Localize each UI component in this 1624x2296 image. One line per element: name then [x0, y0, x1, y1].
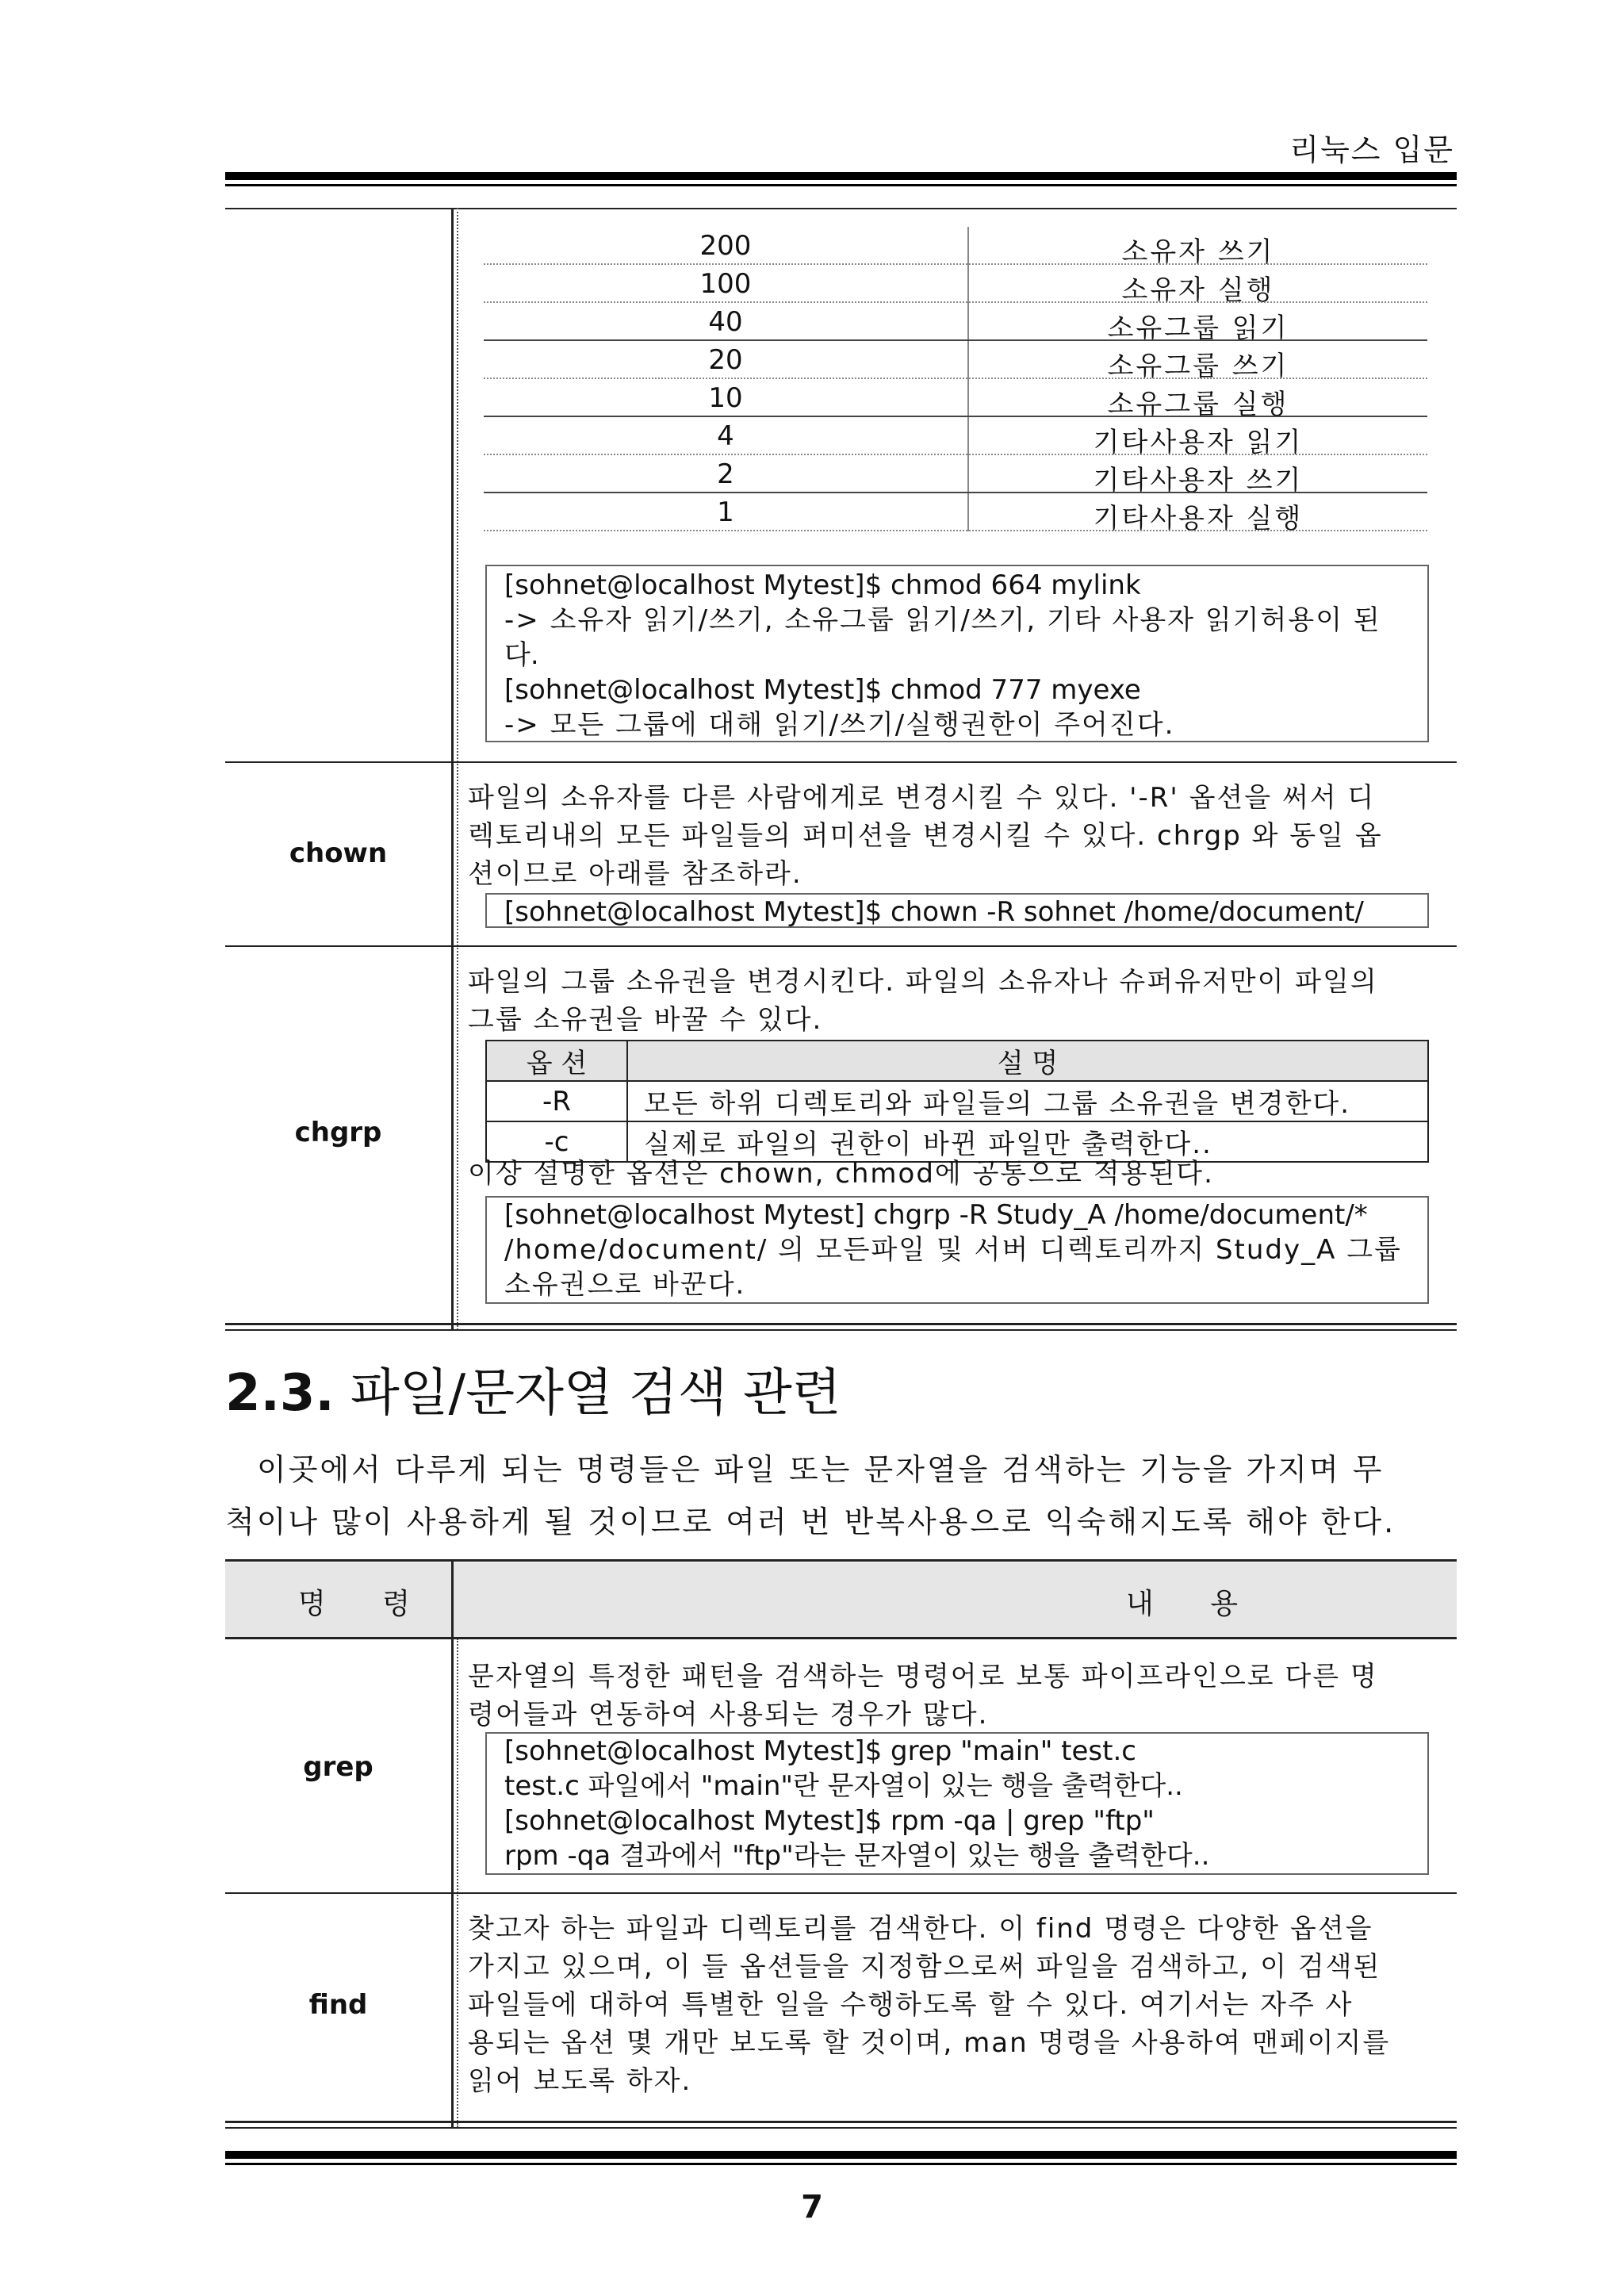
- code-line: [sohnet@localhost Mytest]$ chmod 777 myexe: [504, 674, 1141, 706]
- code-line: [sohnet@localhost Mytest]$ chmod 664 mylink: [504, 569, 1141, 601]
- code-line: -> 모든 그룹에 대해 읽기/쓰기/실행권한이 주어진다.: [504, 709, 1175, 741]
- footer-rule-thin: [225, 2163, 1457, 2165]
- command-name-chgrp: chgrp: [294, 1117, 382, 1148]
- desc-line: 렉토리내의 모든 파일들의 퍼미션을 변경시킬 수 있다. chrgp 와 동일 옵: [468, 820, 1383, 852]
- code-line: [sohnet@localhost Mytest]$ grep "main" test.c: [504, 1735, 1136, 1767]
- table-bottom-rule-2: [225, 1329, 1457, 1331]
- option-description: 실제로 파일의 권한이 바뀐 파일만 출력한다..: [627, 1121, 1428, 1162]
- grep-description: [468, 1658, 1429, 1734]
- code-line: [sohnet@localhost Mytest]$ rpm -qa | grep "ftp": [504, 1805, 1155, 1837]
- permission-desc: 소유그룹 실행: [1107, 389, 1289, 420]
- top-table-rule: [225, 208, 1457, 209]
- desc-line: 파일들에 대하여 특별한 일을 수행하도록 할 수 있다. 여기서는 자주 사: [468, 1989, 1354, 2021]
- permission-value: 1: [717, 496, 734, 528]
- section-heading: [225, 1352, 841, 1425]
- table-bottom-rule: [225, 1323, 1457, 1325]
- permission-desc: 기타사용자 실행: [1093, 503, 1304, 535]
- running-header: 리눅스 입문: [1289, 132, 1454, 167]
- permission-value: 40: [708, 306, 743, 338]
- options-header-row: [486, 1041, 1428, 1081]
- command-column-divider-dotted: [457, 208, 458, 1330]
- permission-row: [484, 493, 1427, 535]
- permission-desc: 소유자 실행: [1121, 274, 1275, 306]
- chgrp-options-table: [485, 1040, 1429, 1163]
- permission-value: 100: [699, 268, 752, 300]
- permission-value: 4: [717, 420, 734, 452]
- code-line: -> 소유자 읽기/쓰기, 소유그룹 읽기/쓰기, 기타 사용자 읽기허용이 된: [504, 604, 1381, 636]
- desc-line: 파일의 소유자를 다른 사람에게로 변경시킬 수 있다. '-R' 옵션을 써서 디: [468, 782, 1376, 814]
- command-name-chown: chown: [289, 838, 388, 869]
- desc-line: 읽어 보도록 하자.: [468, 2065, 692, 2097]
- command-name-grep: grep: [303, 1751, 373, 1783]
- desc-line: 가지고 있으며, 이 들 옵션들을 지정함으로써 파일을 검색하고, 이 검색된: [468, 1951, 1381, 1983]
- code-line: test.c 파일에서 "main"란 문자열이 있는 행을 출력한다..: [504, 1770, 1183, 1802]
- options-header-option: 옵 션: [486, 1041, 627, 1081]
- code-line: rpm -qa 결과에서 "ftp"라는 문자열이 있는 행을 출력한다..: [504, 1840, 1210, 1872]
- option-flag: -c: [486, 1121, 627, 1162]
- permission-value: 20: [708, 344, 743, 376]
- options-header-description: 설 명: [627, 1041, 1428, 1081]
- option-flag: -R: [486, 1081, 627, 1121]
- permission-row: [484, 417, 1427, 458]
- section-intro: [225, 1443, 1457, 1548]
- permission-value: 2: [717, 458, 734, 490]
- permission-value: 200: [699, 230, 752, 262]
- section-title: 파일/문자열 검색 관련: [350, 1364, 841, 1423]
- permission-row: [484, 227, 1427, 268]
- page-number: 7: [801, 2189, 823, 2225]
- code-line: /home/document/ 의 모든파일 및 서버 디렉토리까지 Study_A 그룹: [504, 1234, 1402, 1266]
- chmod-example-box: [485, 565, 1429, 742]
- cmd-table-bottom-rule-2: [225, 2127, 1457, 2129]
- chown-example-box: [485, 893, 1429, 928]
- section-number: 2.3.: [225, 1364, 335, 1423]
- code-line: 다.: [504, 639, 539, 671]
- header-command: 명 령: [298, 1588, 434, 1620]
- command-column-divider: [451, 208, 454, 1330]
- desc-line: 문자열의 특정한 패턴을 검색하는 명령어로 보통 파이프라인으로 다른 명: [468, 1661, 1378, 1692]
- chgrp-note: 이상 설명한 옵션은 chown, chmod에 공통으로 적용된다.: [468, 1158, 1214, 1190]
- permission-row: [484, 303, 1427, 344]
- code-line: 소유권으로 바꾼다.: [504, 1269, 746, 1301]
- footer-rule-thick: [225, 2151, 1457, 2159]
- row-divider: [225, 945, 1457, 947]
- cmd-table-header: [225, 1562, 1457, 1639]
- permission-desc: 소유그룹 쓰기: [1107, 351, 1289, 382]
- code-line: [sohnet@localhost Mytest]$ chown -R sohnet /home/document/: [504, 896, 1364, 928]
- permission-desc: 기타사용자 쓰기: [1093, 465, 1304, 496]
- permission-row: [484, 341, 1427, 382]
- desc-line: 그룹 소유권을 바꿀 수 있다.: [468, 1004, 823, 1036]
- header-rule-thin: [225, 184, 1457, 186]
- permission-row: [484, 455, 1427, 496]
- permission-desc: 소유자 쓰기: [1121, 236, 1275, 268]
- row-divider: [225, 1892, 1457, 1894]
- desc-line: 파일의 그룹 소유권을 변경시킨다. 파일의 소유자나 슈퍼유저만이 파일의: [468, 966, 1378, 998]
- code-line: [sohnet@localhost Mytest] chgrp -R Study_A /home/document/*: [504, 1199, 1368, 1231]
- header-content: 내 용: [1126, 1588, 1262, 1620]
- header-rule-thick: [225, 172, 1457, 180]
- option-description: 모든 하위 디렉토리와 파일들의 그룹 소유권을 변경한다.: [627, 1081, 1428, 1121]
- chown-description: [468, 779, 1429, 893]
- desc-line: 찾고자 하는 파일과 디렉토리를 검색한다. 이 find 명령은 다양한 옵션을: [468, 1913, 1373, 1945]
- grep-example-box: [485, 1732, 1429, 1875]
- option-row: [486, 1081, 1428, 1121]
- command-name-find: find: [308, 1989, 368, 2021]
- cmd-column-divider: [451, 1559, 454, 2127]
- intro-line: 이곳에서 다루게 되는 명령들은 파일 또는 문자열을 검색하는 기능을 가지며 무: [257, 1452, 1385, 1487]
- intro-line: 척이나 많이 사용하게 될 것이므로 여러 번 반복사용으로 익숙해지도록 해야 한다.: [225, 1504, 1396, 1539]
- desc-line: 용되는 옵션 몇 개만 보도록 할 것이며, man 명령을 사용하여 맨페이지를: [468, 2027, 1391, 2059]
- desc-line: 령어들과 연동하여 사용되는 경우가 많다.: [468, 1699, 989, 1731]
- permission-desc: 소유그룹 읽기: [1107, 312, 1289, 344]
- chgrp-example-box: [485, 1196, 1429, 1304]
- permission-value: 10: [708, 382, 743, 414]
- desc-line: 션이므로 아래를 참조하라.: [468, 858, 802, 890]
- cmd-column-divider-dotted: [457, 1639, 458, 2127]
- cmd-table-top-rule: [225, 1559, 1457, 1562]
- permission-row: [484, 265, 1427, 306]
- cmd-table-bottom-rule: [225, 2121, 1457, 2123]
- chgrp-description: [468, 963, 1429, 1039]
- permission-row: [484, 379, 1427, 420]
- find-description: [468, 1910, 1429, 2100]
- cmd-table-header-rule: [225, 1637, 1457, 1639]
- row-divider: [225, 761, 1457, 763]
- permission-desc: 기타사용자 읽기: [1093, 427, 1304, 458]
